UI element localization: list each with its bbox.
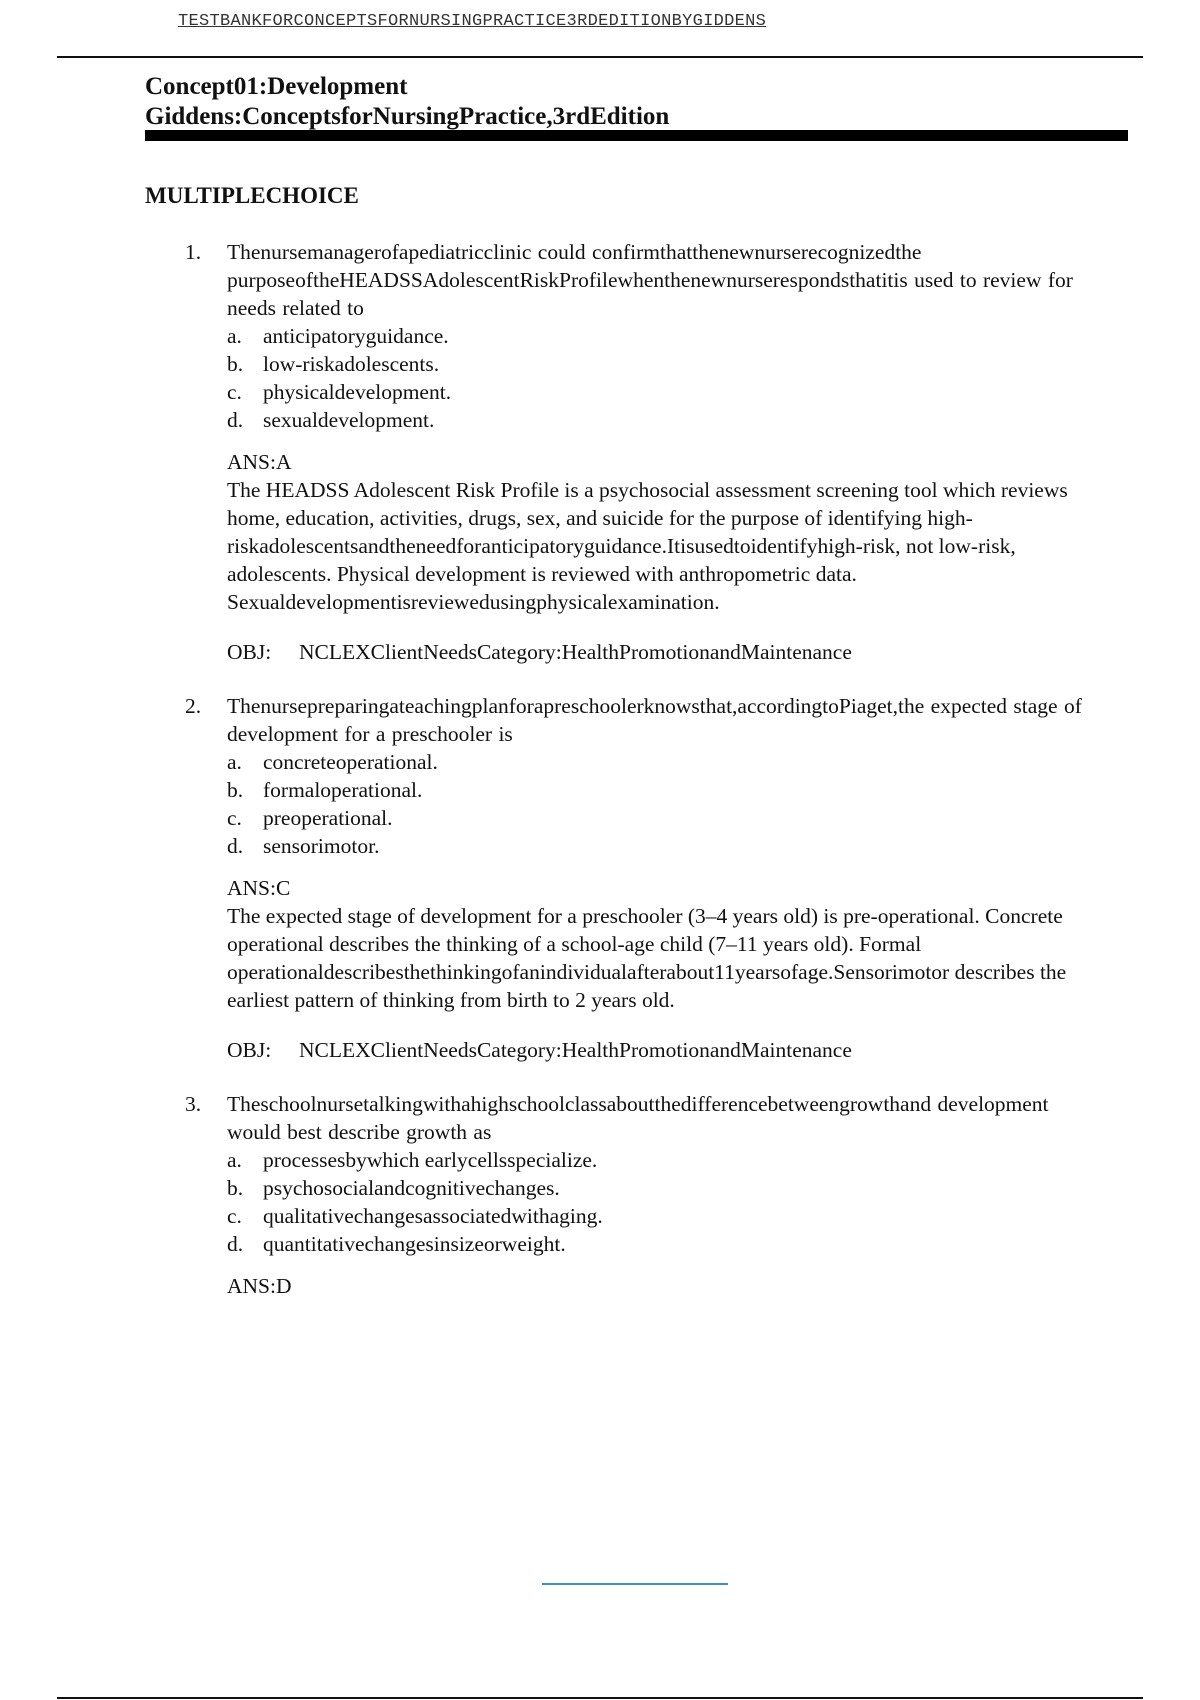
- option-text: preoperational.: [263, 806, 393, 830]
- option-list: [227, 1146, 1105, 1258]
- option-letter: c.: [227, 806, 242, 830]
- answer-key: ANS:A: [227, 450, 292, 474]
- option-letter: b.: [227, 778, 244, 802]
- option-item: [227, 776, 1105, 804]
- question-stem: Thenursemanagerofapediatricclinic could confirmthatthenewnurserecognizedthe purposeoftheHEADSSAdolescentRiskProfilewhenthenewnurserespondsthatitis used to review for needs related to: [227, 240, 1073, 320]
- question-item: [185, 238, 1105, 666]
- footer-link-underline[interactable]: [542, 1583, 728, 1585]
- option-item: [227, 832, 1105, 860]
- option-letter: c.: [227, 380, 242, 404]
- option-item: [227, 1146, 1105, 1174]
- option-text: physicaldevelopment.: [263, 380, 452, 404]
- option-text: sexualdevelopment.: [263, 408, 435, 432]
- question-item: [185, 1090, 1105, 1300]
- option-text: anticipatoryguidance.: [263, 324, 449, 348]
- option-text: low-riskadolescents.: [263, 352, 440, 376]
- option-letter: d.: [227, 1232, 244, 1256]
- option-item: [227, 1174, 1105, 1202]
- option-letter: b.: [227, 1176, 244, 1200]
- question-stem: Thenursepreparingateachingplanforapreschoolerknowsthat,accordingtoPiaget,the expected stage of development for a preschooler is: [227, 694, 1082, 746]
- objective-label: OBJ:: [227, 640, 272, 664]
- top-rule: [57, 56, 1143, 58]
- option-text: psychosocialandcognitivechanges.: [263, 1176, 560, 1200]
- objective-text: NCLEXClientNeedsCategory:HealthPromotionandMaintenance: [299, 1038, 852, 1062]
- option-letter: d.: [227, 834, 244, 858]
- answer-key: ANS:C: [227, 876, 291, 900]
- option-item: [227, 804, 1105, 832]
- title-line-concept: Concept01:Development: [145, 73, 408, 100]
- question-list: [185, 238, 1105, 1326]
- objective-text: NCLEXClientNeedsCategory:HealthPromotionandMaintenance: [299, 640, 852, 664]
- question-item: [185, 692, 1105, 1064]
- option-item: [227, 1230, 1105, 1258]
- option-item: [227, 350, 1105, 378]
- option-text: formaloperational.: [263, 778, 423, 802]
- option-letter: a.: [227, 750, 242, 774]
- option-letter: a.: [227, 1148, 242, 1172]
- option-letter: a.: [227, 324, 242, 348]
- option-item: [227, 406, 1105, 434]
- option-item: [227, 378, 1105, 406]
- title-line-book: Giddens:ConceptsforNursingPractice,3rdEdition: [145, 103, 670, 130]
- document-title: [145, 72, 669, 132]
- option-text: quantitativechangesinsizeorweight.: [263, 1232, 566, 1256]
- question-number: 2.: [185, 694, 202, 718]
- option-item: [227, 1202, 1105, 1230]
- objective-label: OBJ:: [227, 1038, 272, 1062]
- option-text: concreteoperational.: [263, 750, 438, 774]
- objective-line: [227, 638, 1105, 666]
- option-letter: d.: [227, 408, 244, 432]
- option-letter: c.: [227, 1204, 242, 1228]
- objective-line: [227, 1036, 1105, 1064]
- answer-rationale: The HEADSS Adolescent Risk Profile is a psychosocial assessment screening tool which reviews home, education, activities, drugs, sex, and suicide for the purpose of identifying high-riskadolescentsandtheneedforanticipatoryguidance.Itisusedtoidentifyhigh-risk, not low-risk, adolescents. Physical development is reviewed with anthropometric data. Sexualdevelopmentisreviewedusingphysicalexamination.: [227, 478, 1068, 614]
- question-number: 1.: [185, 240, 202, 264]
- option-list: [227, 322, 1105, 434]
- bottom-rule: [57, 1697, 1143, 1699]
- question-stem: Theschoolnursetalkingwithahighschoolclassaboutthedifferencebetweengrowthand development would best describe growth as: [227, 1092, 1049, 1144]
- option-item: [227, 748, 1105, 776]
- question-number: 3.: [185, 1092, 202, 1116]
- section-heading: MULTIPLECHOICE: [145, 183, 359, 208]
- running-head: TESTBANKFORCONCEPTSFORNURSINGPRACTICE3RDEDITIONBYGIDDENS: [178, 12, 767, 31]
- title-underline-bar: [145, 130, 1128, 141]
- answer-rationale: The expected stage of development for a preschooler (3–4 years old) is pre-operational. Concrete operational describes the thinking of a school-age child (7–11 years old). Formal operationaldescribesthethinkingofanindividualafterabout11yearsofage.Sensorimotor describes the earliest pattern of thinking from birth to 2 years old.: [227, 904, 1067, 1012]
- option-letter: b.: [227, 352, 244, 376]
- option-text: sensorimotor.: [263, 834, 380, 858]
- option-text: qualitativechangesassociatedwithaging.: [263, 1204, 603, 1228]
- option-item: [227, 322, 1105, 350]
- option-text: processesbywhich earlycellsspecialize.: [263, 1148, 598, 1172]
- answer-key: ANS:D: [227, 1274, 292, 1298]
- option-list: [227, 748, 1105, 860]
